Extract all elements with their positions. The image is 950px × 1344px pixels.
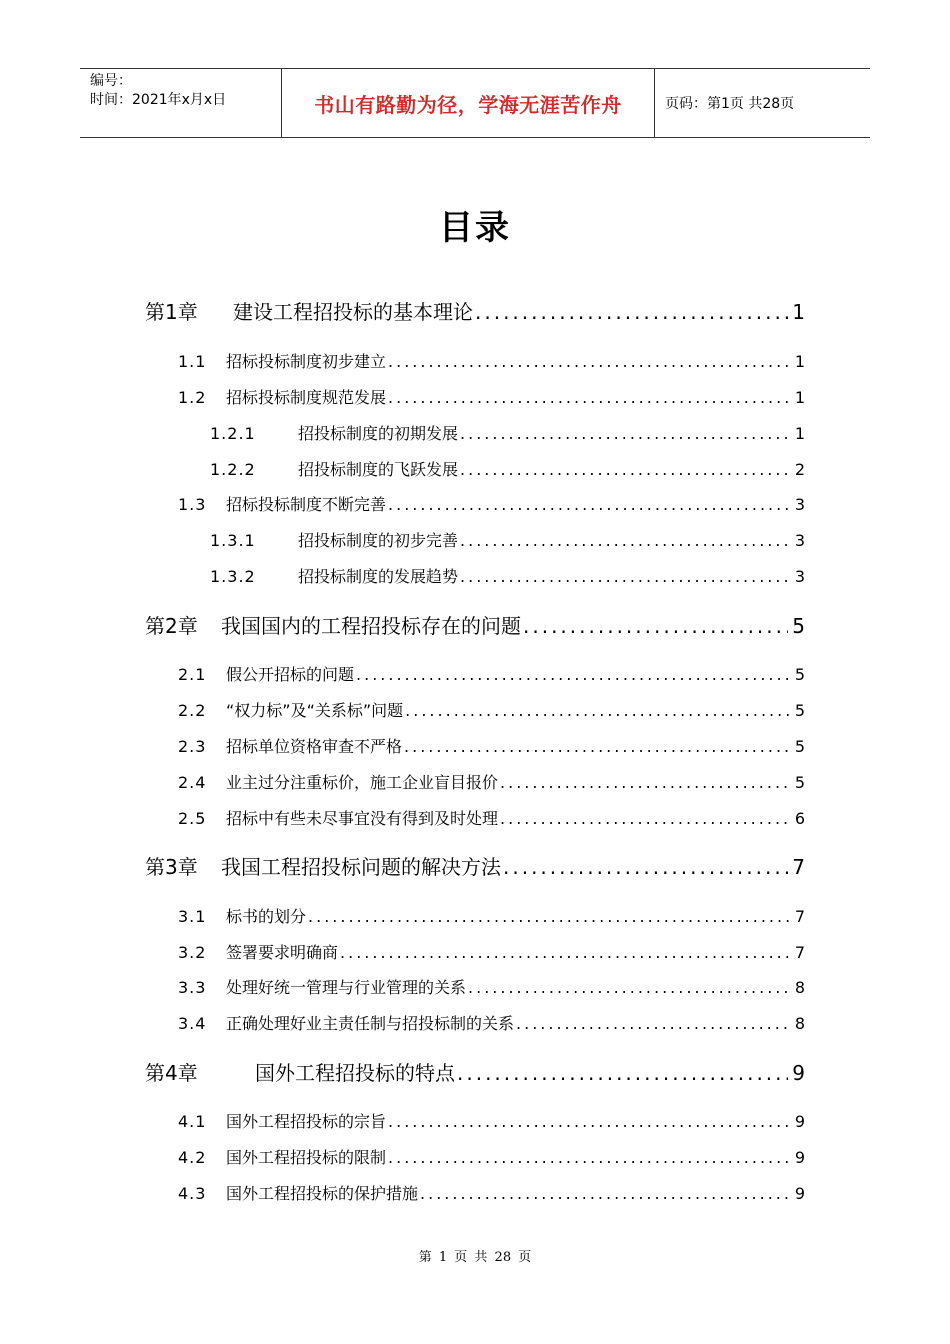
- toc-number: 1.3.1: [210, 531, 256, 550]
- toc-entry-2-2[interactable]: [178, 698, 805, 721]
- toc-leader: [460, 460, 791, 479]
- toc-label: 国外工程招投标的保护措施: [226, 1184, 419, 1203]
- toc-page-number: 3: [794, 567, 805, 586]
- toc-page-number: 8: [794, 1014, 805, 1033]
- toc-number: 4.3: [178, 1184, 207, 1203]
- toc-leader: [460, 567, 791, 586]
- toc-label: 建设工程招投标的基本理论: [233, 300, 473, 324]
- toc-label: 假公开招标的问题: [226, 665, 355, 684]
- toc-page-number: 3: [794, 531, 805, 550]
- toc-number: 1.3.2: [210, 567, 256, 586]
- toc-page-number: 6: [794, 809, 805, 828]
- toc-number: 1.2: [178, 388, 207, 407]
- toc-page-number: 5: [794, 737, 805, 756]
- toc-entry-1-3[interactable]: [178, 492, 805, 515]
- toc-leader: [388, 388, 791, 407]
- toc-leader: [388, 352, 791, 371]
- toc-number: 3.4: [178, 1014, 207, 1033]
- page-footer: 第 1 页 共 28 页: [418, 1250, 532, 1265]
- document-number: 编号：: [90, 73, 132, 89]
- toc-entry-2-5[interactable]: [178, 806, 805, 829]
- toc-entry-2-3[interactable]: [178, 734, 805, 757]
- toc-page-number: 2: [794, 460, 805, 479]
- toc-entry-1-2[interactable]: [178, 385, 805, 408]
- toc-leader: [468, 978, 791, 997]
- toc-label: 招投标制度的飞跃发展: [298, 460, 459, 479]
- header-page-code: 页码：第1页 共28页: [665, 96, 795, 112]
- toc-page-number: 3: [794, 495, 805, 514]
- toc-entry-1-1[interactable]: [178, 349, 805, 372]
- toc-entry-1-3-2[interactable]: [210, 564, 805, 587]
- toc-entry-2-4[interactable]: [178, 770, 805, 793]
- toc-number: 4.2: [178, 1148, 207, 1167]
- toc-page-number: 7: [794, 943, 805, 962]
- toc-entry-1-2-1[interactable]: [210, 421, 805, 444]
- toc-label: 正确处理好业主责任制与招投标制的关系: [226, 1014, 515, 1033]
- toc-number: 第2章: [145, 614, 198, 638]
- toc-leader: [356, 665, 791, 684]
- toc-entry-1-2-2[interactable]: [210, 457, 805, 480]
- header-motto-cell: [282, 69, 655, 137]
- toc-page-number: 7: [794, 907, 805, 926]
- toc-label: 招标单位资格审查不严格: [226, 737, 403, 756]
- toc-entry-4-1[interactable]: [178, 1109, 805, 1132]
- toc-page-number: 1: [794, 352, 805, 371]
- toc-leader: [500, 809, 791, 828]
- toc-entry-3-4[interactable]: [178, 1011, 805, 1034]
- toc-number: 2.4: [178, 773, 207, 792]
- page-header: [80, 68, 870, 138]
- toc-number: 第1章: [145, 300, 198, 324]
- toc-number: 2.1: [178, 665, 207, 684]
- toc-page-number: 5: [794, 701, 805, 720]
- toc-page-number: 8: [794, 978, 805, 997]
- toc-label: 国外工程招投标的限制: [226, 1148, 387, 1167]
- toc-number: 2.2: [178, 701, 207, 720]
- toc-label: 国外工程招投标的宗旨: [226, 1112, 387, 1131]
- toc-leader: [388, 1148, 791, 1167]
- toc-label: 招标投标制度不断完善: [226, 495, 387, 514]
- toc-label: 我国工程招投标问题的解决方法: [221, 855, 501, 879]
- toc-page-number: 5: [794, 773, 805, 792]
- toc-label: 国外工程招投标的特点: [255, 1061, 455, 1085]
- toc-leader: [460, 531, 791, 550]
- toc-leader: [460, 424, 791, 443]
- toc-leader: [523, 614, 788, 638]
- toc-leader: [405, 701, 791, 720]
- toc-entry-chapter-3[interactable]: [145, 851, 805, 880]
- toc-number: 4.1: [178, 1112, 207, 1131]
- toc-number: 2.5: [178, 809, 207, 828]
- toc-number: 1.1: [178, 352, 207, 371]
- toc-entry-3-3[interactable]: [178, 975, 805, 998]
- toc-number: 3.2: [178, 943, 207, 962]
- toc-leader: [340, 943, 791, 962]
- toc-page-number: 9: [792, 1061, 805, 1085]
- toc-label: 标书的划分: [226, 907, 307, 926]
- toc-entry-3-1[interactable]: [178, 904, 805, 927]
- header-motto: 书山有路勤为径，学海无涯苦作舟: [314, 92, 622, 117]
- toc-label: 处理好统一管理与行业管理的关系: [226, 978, 467, 997]
- toc-label: 招投标制度的发展趋势: [298, 567, 459, 586]
- toc-entry-3-2[interactable]: [178, 940, 805, 963]
- toc-page-number: 1: [794, 388, 805, 407]
- toc-label: 招投标制度的初步完善: [298, 531, 459, 550]
- toc-leader: [516, 1014, 791, 1033]
- toc-leader: [457, 1061, 788, 1085]
- toc-entry-2-1[interactable]: [178, 662, 805, 685]
- toc-entry-1-3-1[interactable]: [210, 528, 805, 551]
- toc-leader: [308, 907, 791, 926]
- header-info-cell: [80, 69, 282, 137]
- toc-leader: [388, 1112, 791, 1131]
- toc-entry-chapter-4[interactable]: [145, 1057, 805, 1086]
- toc-leader: [500, 773, 791, 792]
- toc-number: 第4章: [145, 1061, 198, 1085]
- toc-leader: [404, 737, 791, 756]
- toc-page-number: 7: [792, 855, 805, 879]
- toc-entry-4-2[interactable]: [178, 1145, 805, 1168]
- toc-number: 3.1: [178, 907, 207, 926]
- toc-page-number: 9: [794, 1112, 805, 1131]
- toc-entry-chapter-2[interactable]: [145, 610, 805, 639]
- toc-title: 目录: [439, 208, 511, 248]
- toc-page-number: 5: [794, 665, 805, 684]
- toc-label: 签署要求明确商: [226, 943, 339, 962]
- toc-number: 1.2.1: [210, 424, 256, 443]
- toc-label: “权力标”及“关系标”问题: [226, 701, 404, 720]
- toc-label: 招标中有些未尽事宜没有得到及时处理: [226, 809, 499, 828]
- toc-number: 第3章: [145, 855, 198, 879]
- toc-label: 我国国内的工程招投标存在的问题: [221, 614, 521, 638]
- toc-label: 招标投标制度初步建立: [226, 352, 387, 371]
- document-date: 时间：2021年x月x日: [90, 92, 227, 108]
- toc-page-number: 1: [794, 424, 805, 443]
- toc-label: 招投标制度的初期发展: [298, 424, 459, 443]
- toc-page-number: 9: [794, 1184, 805, 1203]
- toc-label: 招标投标制度规范发展: [226, 388, 387, 407]
- toc-entry-chapter-1[interactable]: [145, 296, 805, 325]
- toc-leader: [420, 1184, 791, 1203]
- toc-entry-4-3[interactable]: [178, 1181, 805, 1204]
- toc-leader: [503, 855, 788, 879]
- toc-leader: [388, 495, 791, 514]
- toc-number: 1.2.2: [210, 460, 256, 479]
- toc-number: 3.3: [178, 978, 207, 997]
- toc-number: 2.3: [178, 737, 207, 756]
- header-page-cell: [655, 69, 870, 137]
- toc-leader: [475, 300, 788, 324]
- toc-label: 业主过分注重标价，施工企业盲目报价: [226, 773, 499, 792]
- toc-number: 1.3: [178, 495, 207, 514]
- toc-page-number: 9: [794, 1148, 805, 1167]
- toc-page-number: 5: [792, 614, 805, 638]
- toc-page-number: 1: [792, 300, 805, 324]
